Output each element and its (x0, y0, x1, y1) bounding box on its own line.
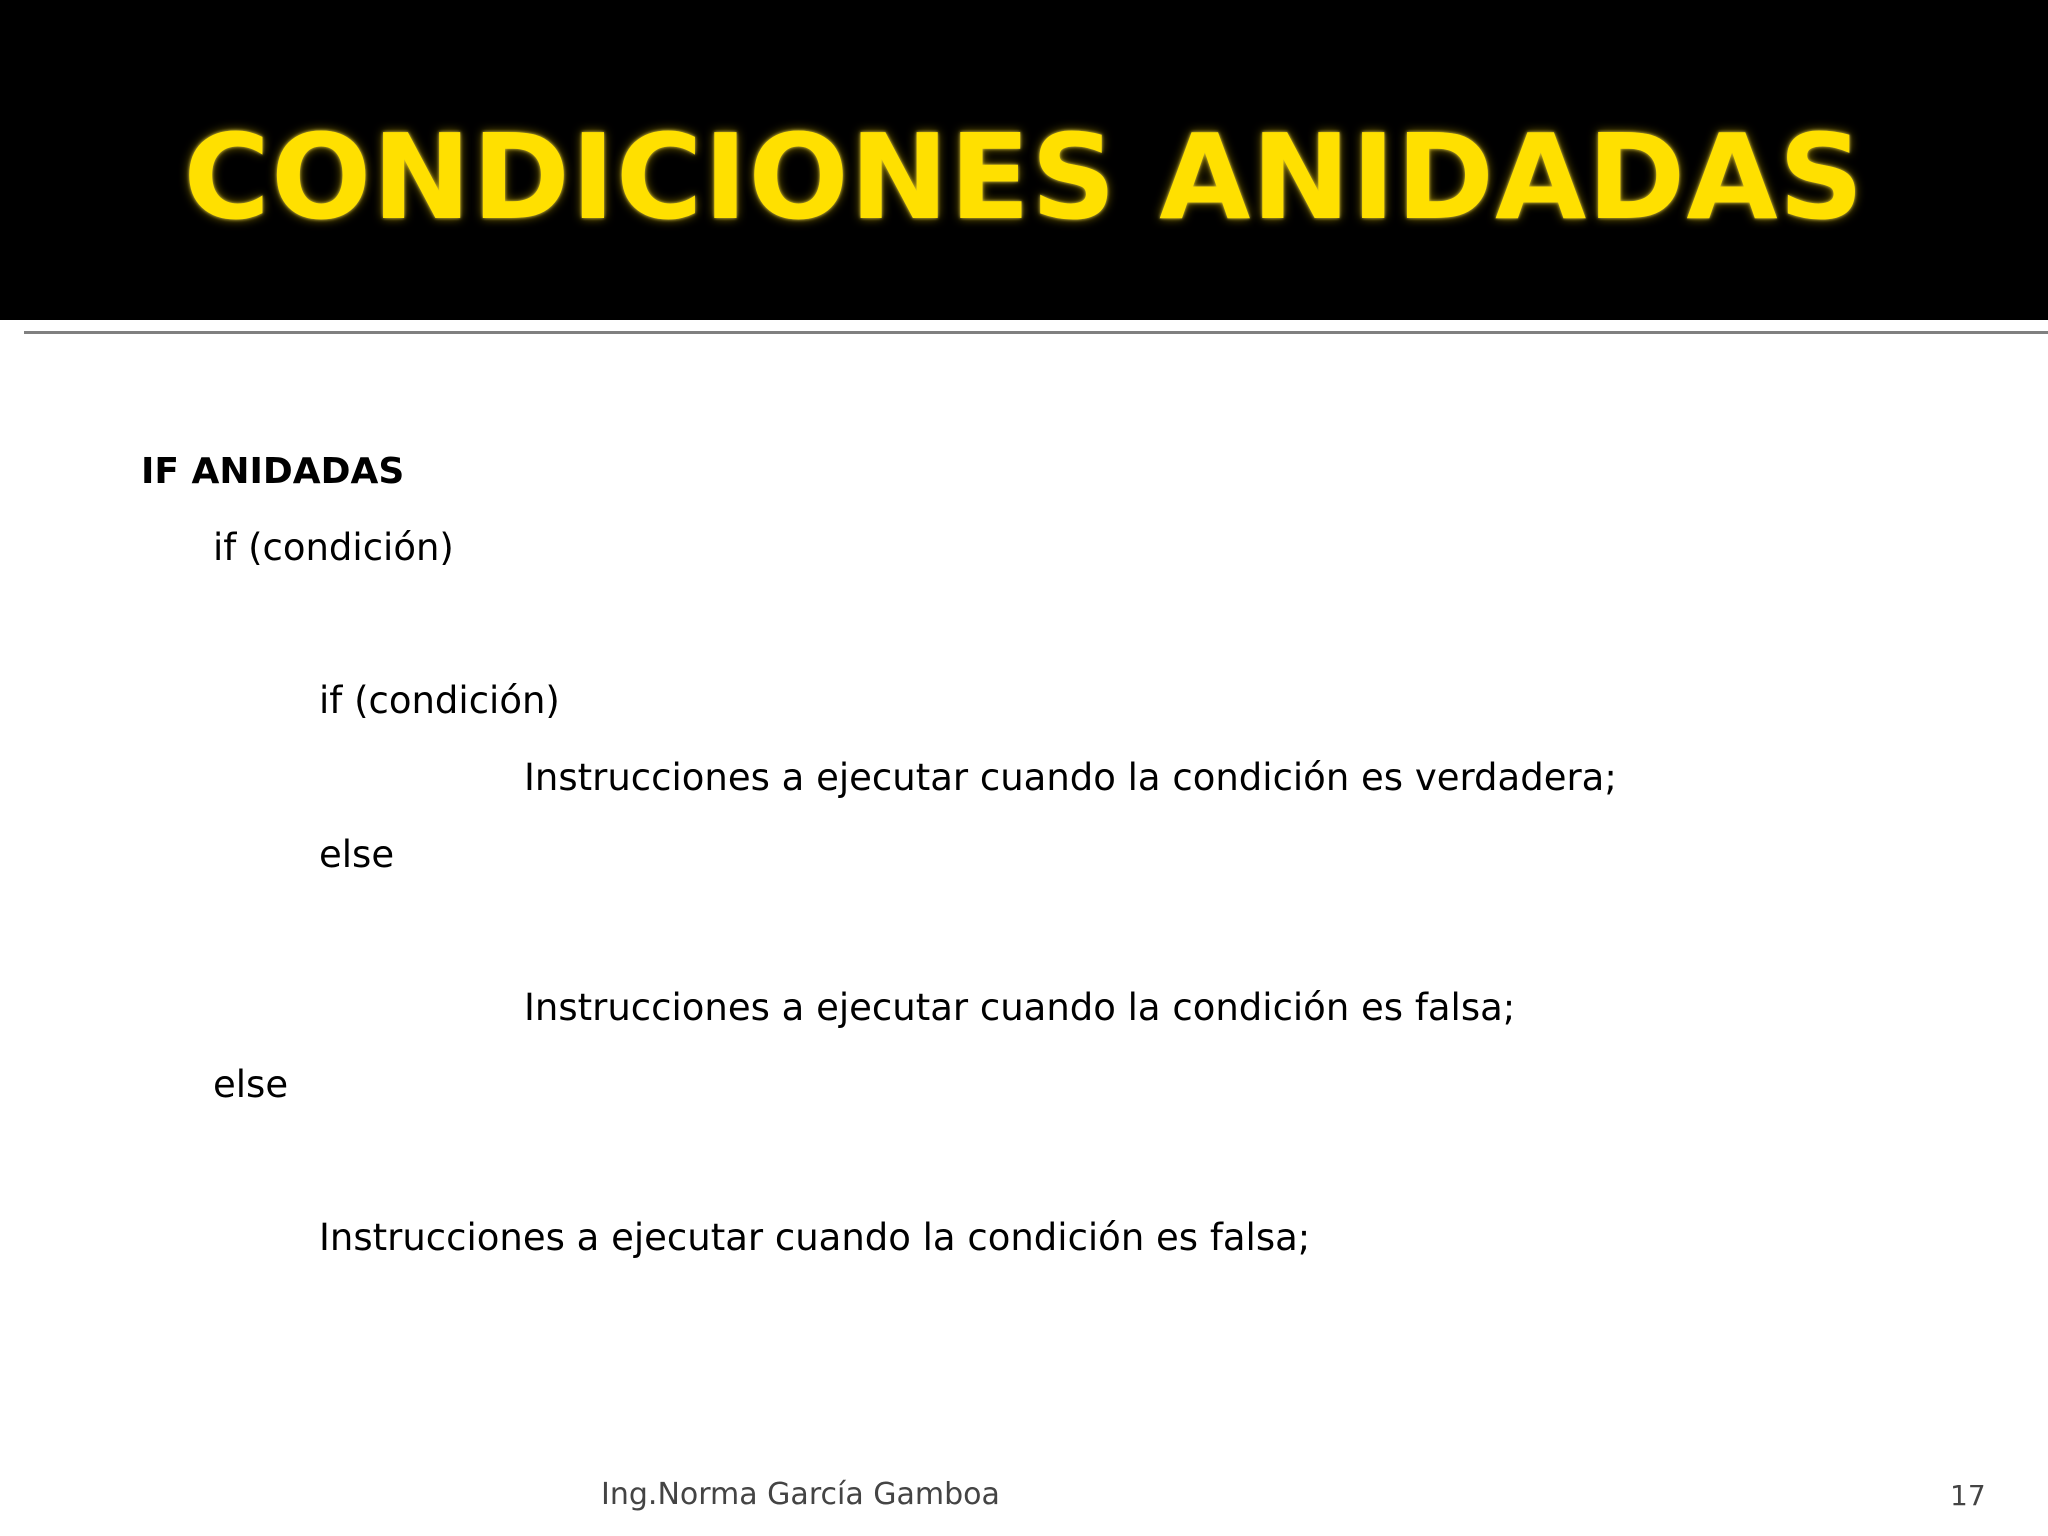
code-line-true-instructions: Instrucciones a ejecutar cuando la condición es verdadera; (524, 756, 1617, 799)
code-line-inner-if: if (condición) (319, 679, 560, 722)
code-line-outer-if: if (condición) (213, 526, 454, 569)
code-line-inner-false-instructions: Instrucciones a ejecutar cuando la condición es falsa; (524, 986, 1516, 1029)
title-divider (24, 331, 2048, 334)
section-heading: IF ANIDADAS (141, 451, 405, 492)
code-line-outer-false-instructions: Instrucciones a ejecutar cuando la condición es falsa; (319, 1216, 1311, 1259)
code-line-outer-else: else (213, 1063, 289, 1106)
code-line-inner-else: else (319, 833, 395, 876)
footer-author: Ing.Norma García Gamboa (601, 1477, 1000, 1512)
slide-title: CONDICIONES ANIDADAS (183, 108, 1865, 246)
page-number: 17 (1950, 1479, 1986, 1512)
